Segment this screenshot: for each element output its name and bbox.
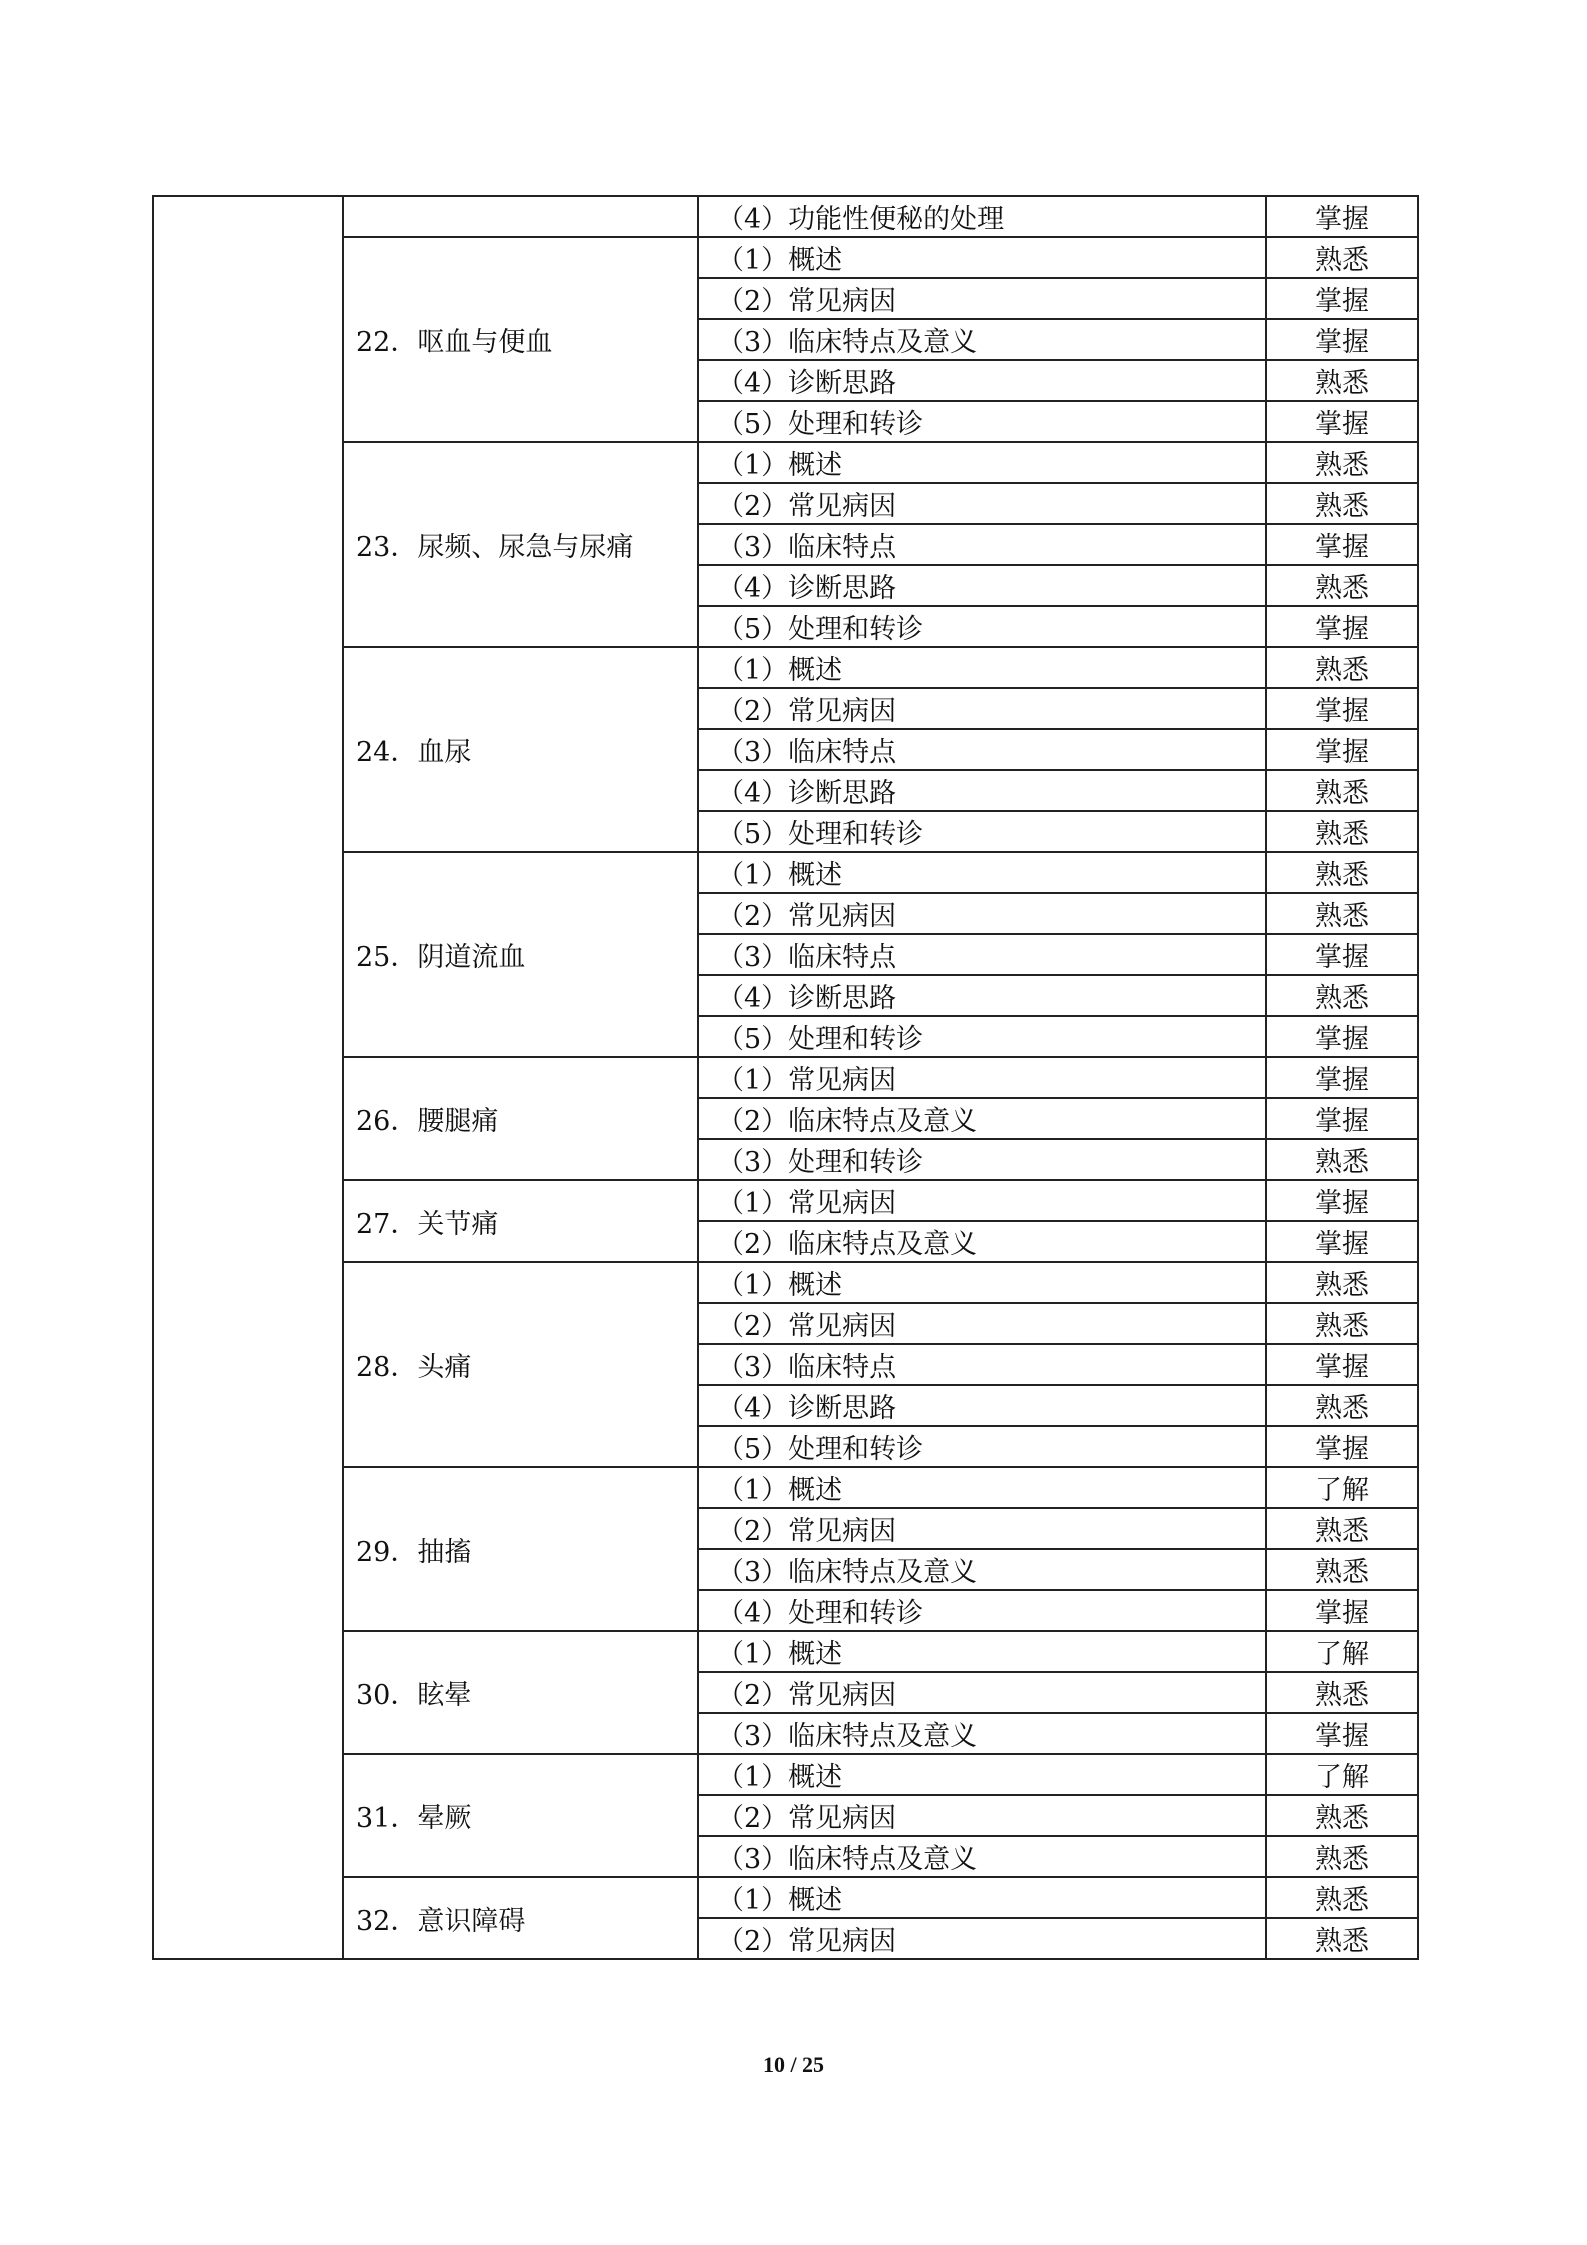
subtopic-cell: （2）常见病因 (698, 278, 1266, 319)
subtopic-cell: （1）概述 (698, 1877, 1266, 1918)
table-row (153, 237, 1418, 278)
requirement-level-cell: 熟悉 (1266, 1385, 1418, 1426)
requirement-level-cell: 熟悉 (1266, 1262, 1418, 1303)
subtopic-cell: （3）处理和转诊 (698, 1139, 1266, 1180)
subtopic-cell: （3）临床特点及意义 (698, 1713, 1266, 1754)
subtopic-cell: （5）处理和转诊 (698, 401, 1266, 442)
subtopic-cell: （1）概述 (698, 852, 1266, 893)
subtopic-cell: （2）常见病因 (698, 1795, 1266, 1836)
table-row (153, 1631, 1418, 1672)
subtopic-cell: （1）概述 (698, 1467, 1266, 1508)
requirement-level-cell: 熟悉 (1266, 360, 1418, 401)
requirement-level-cell: 熟悉 (1266, 975, 1418, 1016)
topic-title-cell: 24．血尿 (343, 647, 698, 852)
requirement-level-cell: 熟悉 (1266, 852, 1418, 893)
table-row (153, 852, 1418, 893)
subtopic-cell: （1）概述 (698, 1754, 1266, 1795)
subtopic-cell: （4）功能性便秘的处理 (698, 196, 1266, 237)
requirement-level-cell: 熟悉 (1266, 483, 1418, 524)
requirement-level-cell: 熟悉 (1266, 565, 1418, 606)
subtopic-cell: （5）处理和转诊 (698, 1426, 1266, 1467)
requirement-level-cell: 掌握 (1266, 1713, 1418, 1754)
subtopic-cell: （2）常见病因 (698, 1672, 1266, 1713)
requirement-level-cell: 熟悉 (1266, 1836, 1418, 1877)
topic-title-cell: 32．意识障碍 (343, 1877, 698, 1959)
requirement-level-cell: 掌握 (1266, 1426, 1418, 1467)
requirement-level-cell: 掌握 (1266, 1057, 1418, 1098)
page-number: 10 / 25 (762, 2052, 825, 2077)
requirement-level-cell: 掌握 (1266, 278, 1418, 319)
topic-title-cell: 29．抽搐 (343, 1467, 698, 1631)
table-row (153, 1754, 1418, 1795)
syllabus-table-body (153, 196, 1418, 1959)
table-row (153, 1262, 1418, 1303)
topic-title-cell: 28．头痛 (343, 1262, 698, 1467)
subtopic-cell: （1）概述 (698, 1631, 1266, 1672)
subtopic-cell: （5）处理和转诊 (698, 1016, 1266, 1057)
requirement-level-cell: 掌握 (1266, 688, 1418, 729)
requirement-level-cell: 熟悉 (1266, 811, 1418, 852)
requirement-level-cell: 掌握 (1266, 196, 1418, 237)
table-row (153, 196, 1418, 237)
subtopic-cell: （3）临床特点及意义 (698, 1549, 1266, 1590)
subtopic-cell: （2）临床特点及意义 (698, 1098, 1266, 1139)
subtopic-cell: （1）常见病因 (698, 1057, 1266, 1098)
requirement-level-cell: 熟悉 (1266, 893, 1418, 934)
subtopic-cell: （3）临床特点 (698, 729, 1266, 770)
requirement-level-cell: 了解 (1266, 1467, 1418, 1508)
requirement-level-cell: 熟悉 (1266, 1795, 1418, 1836)
requirement-level-cell: 熟悉 (1266, 1877, 1418, 1918)
requirement-level-cell: 掌握 (1266, 606, 1418, 647)
requirement-level-cell: 掌握 (1266, 319, 1418, 360)
subtopic-cell: （4）诊断思路 (698, 360, 1266, 401)
requirement-level-cell: 熟悉 (1266, 1918, 1418, 1959)
table-row (153, 442, 1418, 483)
subtopic-cell: （4）诊断思路 (698, 975, 1266, 1016)
subtopic-cell: （3）临床特点 (698, 1344, 1266, 1385)
topic-title-cell: 22．呕血与便血 (343, 237, 698, 442)
subtopic-cell: （2）常见病因 (698, 1918, 1266, 1959)
subtopic-cell: （5）处理和转诊 (698, 606, 1266, 647)
requirement-level-cell: 熟悉 (1266, 442, 1418, 483)
requirement-level-cell: 了解 (1266, 1631, 1418, 1672)
requirement-level-cell: 熟悉 (1266, 1549, 1418, 1590)
requirement-level-cell: 掌握 (1266, 1180, 1418, 1221)
requirement-level-cell: 熟悉 (1266, 1139, 1418, 1180)
subtopic-cell: （2）常见病因 (698, 688, 1266, 729)
requirement-level-cell: 掌握 (1266, 1590, 1418, 1631)
requirement-level-cell: 了解 (1266, 1754, 1418, 1795)
subtopic-cell: （1）常见病因 (698, 1180, 1266, 1221)
section-cell (153, 196, 343, 1959)
subtopic-cell: （3）临床特点及意义 (698, 319, 1266, 360)
table-row (153, 1877, 1418, 1918)
subtopic-cell: （1）概述 (698, 237, 1266, 278)
requirement-level-cell: 熟悉 (1266, 1303, 1418, 1344)
requirement-level-cell: 熟悉 (1266, 770, 1418, 811)
requirement-level-cell: 熟悉 (1266, 237, 1418, 278)
subtopic-cell: （1）概述 (698, 647, 1266, 688)
subtopic-cell: （2）常见病因 (698, 483, 1266, 524)
requirement-level-cell: 熟悉 (1266, 1508, 1418, 1549)
subtopic-cell: （3）临床特点 (698, 934, 1266, 975)
table-row (153, 1180, 1418, 1221)
topic-title-cell: 30．眩晕 (343, 1631, 698, 1754)
subtopic-cell: （1）概述 (698, 1262, 1266, 1303)
table-row (153, 1057, 1418, 1098)
topic-title-cell: 26．腰腿痛 (343, 1057, 698, 1180)
subtopic-cell: （1）概述 (698, 442, 1266, 483)
requirement-level-cell: 掌握 (1266, 729, 1418, 770)
topic-title-cell: 25．阴道流血 (343, 852, 698, 1057)
requirement-level-cell: 掌握 (1266, 1344, 1418, 1385)
subtopic-cell: （4）诊断思路 (698, 565, 1266, 606)
topic-cell-continued (343, 196, 698, 237)
subtopic-cell: （3）临床特点及意义 (698, 1836, 1266, 1877)
topic-title-cell: 23．尿频、尿急与尿痛 (343, 442, 698, 647)
topic-title-cell: 31．晕厥 (343, 1754, 698, 1877)
requirement-level-cell: 掌握 (1266, 1098, 1418, 1139)
subtopic-cell: （4）诊断思路 (698, 1385, 1266, 1426)
syllabus-table (152, 195, 1419, 1960)
requirement-level-cell: 掌握 (1266, 401, 1418, 442)
subtopic-cell: （2）常见病因 (698, 1508, 1266, 1549)
requirement-level-cell: 掌握 (1266, 934, 1418, 975)
requirement-level-cell: 熟悉 (1266, 647, 1418, 688)
requirement-level-cell: 熟悉 (1266, 1672, 1418, 1713)
table-row (153, 1467, 1418, 1508)
subtopic-cell: （5）处理和转诊 (698, 811, 1266, 852)
requirement-level-cell: 掌握 (1266, 1016, 1418, 1057)
topic-title-cell: 27．关节痛 (343, 1180, 698, 1262)
subtopic-cell: （4）诊断思路 (698, 770, 1266, 811)
subtopic-cell: （2）常见病因 (698, 1303, 1266, 1344)
requirement-level-cell: 掌握 (1266, 1221, 1418, 1262)
subtopic-cell: （4）处理和转诊 (698, 1590, 1266, 1631)
table-row (153, 647, 1418, 688)
subtopic-cell: （2）临床特点及意义 (698, 1221, 1266, 1262)
requirement-level-cell: 掌握 (1266, 524, 1418, 565)
subtopic-cell: （2）常见病因 (698, 893, 1266, 934)
subtopic-cell: （3）临床特点 (698, 524, 1266, 565)
